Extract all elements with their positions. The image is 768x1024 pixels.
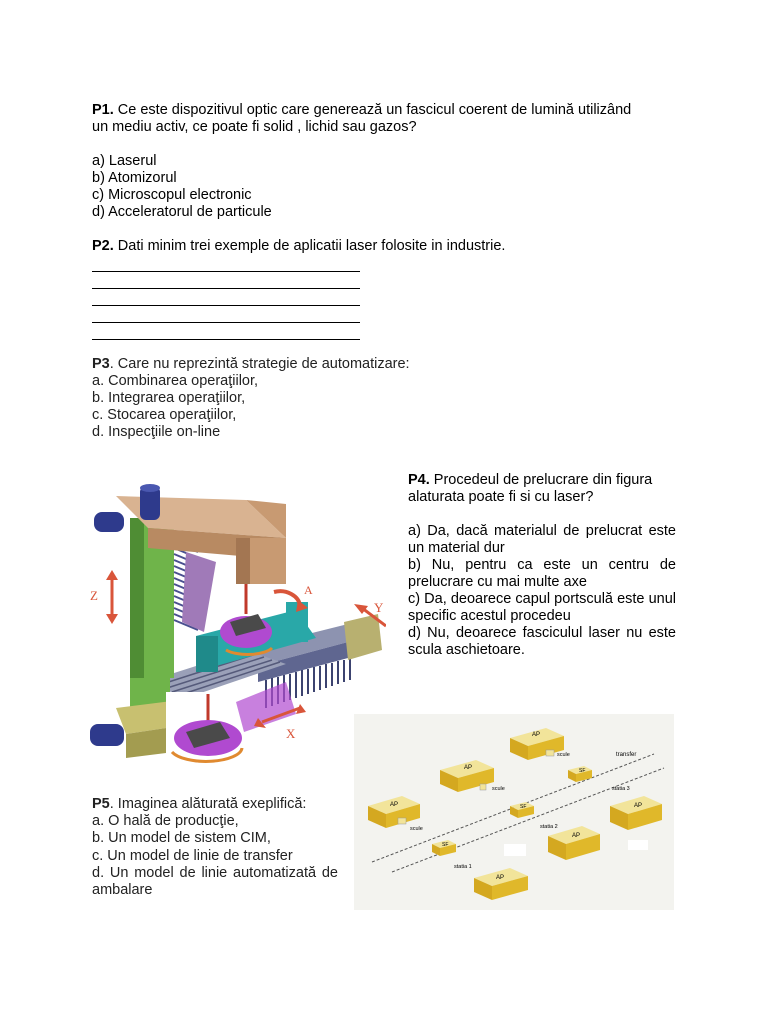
p1-number: P1. (92, 102, 114, 118)
p3-option-a: a. Combinarea operaţiilor, (92, 373, 259, 389)
sf-box-2 (510, 802, 534, 818)
statia2-label: statia 2 (540, 824, 558, 830)
p4-option-c: c) Da, deoarece capul portsculă este unul specific acestul procedeu (408, 591, 676, 624)
p1-prompt-line1: P1. Ce este dispozitivul optic care generează un fascicul coerent de lumină utilizând (92, 102, 632, 118)
p2-number: P2. (92, 238, 114, 254)
sf-box-3 (432, 840, 456, 856)
p2-answer-line-1[interactable] (92, 255, 360, 272)
p4-prompt-line1: P4. Procedeul de prelucrare din figura (408, 472, 653, 488)
p2-answer-line-5[interactable] (92, 323, 360, 340)
transfer-line-figure (354, 714, 674, 910)
ap-label-6: AP (496, 875, 505, 881)
ap-label-2: AP (464, 765, 473, 771)
transfer-label: transfer (616, 752, 637, 758)
p5-option-b: b. Un model de sistem CIM, (92, 830, 271, 847)
station-box-left (368, 796, 420, 828)
a-axis-label: A (304, 583, 313, 597)
p2-answer-line-4[interactable] (92, 306, 360, 323)
z-axis-label: Z (90, 588, 98, 603)
p1-option-d: d) Acceleratorul de particule (92, 204, 272, 220)
p3-number: P3 (92, 356, 110, 372)
p5-option-c: c. Un model de linie de transfer (92, 847, 293, 864)
statia1-label: statia 1 (454, 864, 472, 870)
ap-label-5: AP (572, 833, 581, 839)
ap-label-4: AP (390, 802, 399, 808)
lower-base (90, 678, 296, 772)
p2-answer-line-2[interactable] (92, 272, 360, 289)
scule-label-2: scule (492, 786, 505, 792)
scule-label-1: scule (557, 752, 570, 758)
ap-label-3: AP (634, 803, 643, 809)
p5-prompt: P5. Imaginea alăturată exeplifică: (92, 796, 307, 812)
p5-number: P5 (92, 796, 110, 812)
sf-label-2: SF (520, 804, 527, 810)
p4-number: P4. (408, 472, 430, 488)
p5-option-a: a. O hală de producţie, (92, 813, 239, 830)
p5-option-d: d. Un model de linie automatizată de ambalare (92, 864, 338, 899)
question-p1 (92, 102, 682, 221)
station-box-2 (548, 826, 600, 860)
station-box-3 (610, 796, 662, 830)
sf-label-1: SF (579, 768, 586, 774)
question-p2 (92, 238, 682, 340)
p3-option-b: b. Integrarea operaţiilor, (92, 390, 246, 406)
p4-prompt-line2: alaturata poate fi si cu laser? (408, 489, 594, 505)
p4-option-a: a) Da, dacă materialul de prelucrat este un material dur (408, 523, 676, 556)
p1-option-c: c) Microscopul electronic (92, 187, 252, 203)
station-box-top (510, 728, 564, 760)
p4-option-b: b) Nu, pentru ca este un centru de prelucrare cu mai multe axe (408, 557, 676, 590)
p3-option-c: c. Stocarea operaţiilor, (92, 407, 237, 423)
p1-option-a: a) Laserul (92, 153, 157, 169)
y-axis-label: Y (374, 600, 384, 615)
station-box-1 (474, 868, 528, 900)
x-axis-label: X (286, 726, 296, 741)
ap-label-1: AP (532, 732, 541, 738)
sf-label-3: SF (442, 842, 449, 848)
machining-center-figure (86, 482, 386, 774)
question-p4 (408, 472, 676, 659)
question-p3 (92, 356, 682, 441)
question-p5 (92, 796, 338, 899)
p1-prompt-line2: un mediu activ, ce poate fi solid , lichid sau gazos? (92, 119, 417, 135)
p3-prompt: P3. Care nu reprezintă strategie de automatizare: (92, 356, 410, 372)
p3-option-d: d. Inspecţiile on-line (92, 424, 221, 440)
p4-option-d: d) Nu, deoarece fasciculul laser nu este scula aschietoare. (408, 625, 676, 658)
scule-label-3: scule (410, 826, 423, 832)
p2-answer-line-3[interactable] (92, 289, 360, 306)
statia3-label: statia 3 (612, 786, 630, 792)
p2-prompt: P2. Dati minim trei exemple de aplicatii laser folosite in industrie. (92, 238, 506, 254)
p1-option-b: b) Atomizorul (92, 170, 177, 186)
